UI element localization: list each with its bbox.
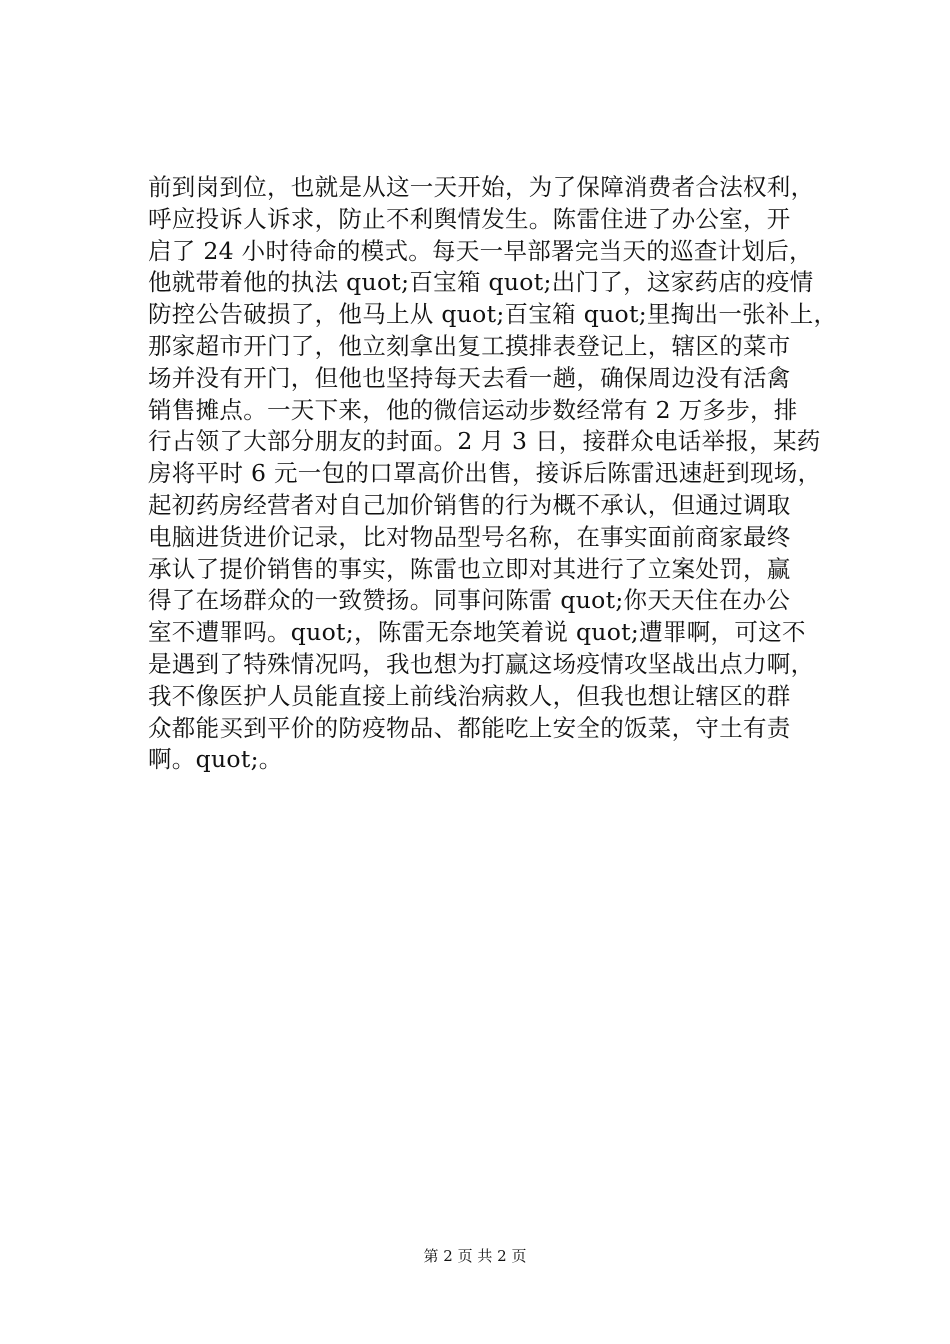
text-line: 电脑进货进价记录，比对物品型号名称，在事实面前商家最终 [148,522,791,551]
text-line: 前到岗到位，也就是从这一天开始，为了保障消费者合法权利， [148,173,815,201]
text-line: 众都能买到平价的防疫物品、都能吃上安全的饭菜，守土有责 [148,713,791,742]
body-paragraph [148,172,838,776]
text-line: 销售摊点。一天下来，他的微信运动步数经常有 2 万多步，排 [148,395,798,424]
text-line: 起初药房经营者对自己加价销售的行为概不承认，但通过调取 [148,490,791,519]
text-line: 那家超市开门了，他立刻拿出复工摸排表登记上，辖区的菜市 [148,331,791,360]
text-line: 行占领了大部分朋友的封面。2 月 3 日，接群众电话举报，某药 [148,427,821,456]
text-line: 承认了提价销售的事实，陈雷也立即对其进行了立案处罚，赢 [148,554,791,583]
text-line: 启了 24 小时待命的模式。每天一早部署完当天的巡查计划后， [148,236,813,265]
text-line: 得了在场群众的一致赞扬。同事问陈雷 quot;你天天住在办公 [148,586,791,615]
text-line: 啊。quot;。 [148,745,283,774]
text-line: 防控公告破损了，他马上从 quot;百宝箱 quot;里掏出一张补上， [148,300,838,329]
text-line: 他就带着他的执法 quot;百宝箱 quot;出门了，这家药店的疫情 [148,268,814,297]
text-line: 室不遭罪吗。quot;，陈雷无奈地笑着说 quot;遭罪啊，可这不 [148,618,806,647]
text-line: 是遇到了特殊情况吗，我也想为打赢这场疫情攻坚战出点力啊， [148,649,815,678]
text-line: 房将平时 6 元一包的口罩高价出售，接诉后陈雷迅速赶到现场， [148,459,822,488]
text-line: 我不像医护人员能直接上前线治病救人，但我也想让辖区的群 [148,681,791,710]
text-line: 场并没有开门，但他也坚持每天去看一趟，确保周边没有活禽 [148,363,791,392]
page-number-footer: 第 2 页 共 2 页 [423,1247,527,1265]
text-line: 呼应投诉人诉求，防止不利舆情发生。陈雷住进了办公室，开 [148,204,791,233]
